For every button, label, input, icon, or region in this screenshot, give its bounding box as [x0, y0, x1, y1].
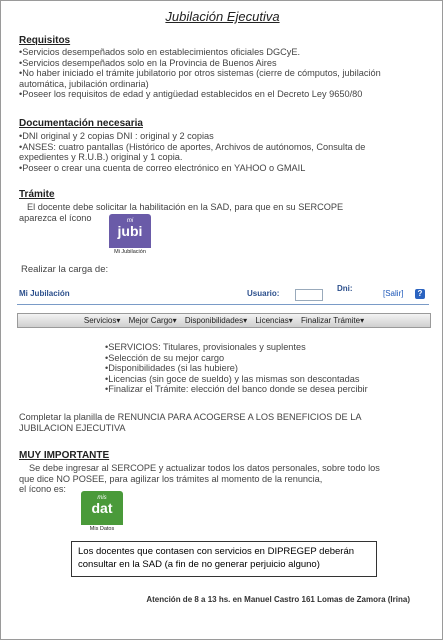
menu-disponibilidades[interactable]: Disponibilidades▾: [184, 316, 248, 325]
documentacion-heading: Documentación necesaria: [19, 118, 143, 129]
requisitos-list: [19, 47, 429, 100]
mi-jubilacion-icon-small: mi: [126, 218, 134, 224]
renuncia-line: JUBILACION EJECUTIVA: [19, 422, 126, 433]
salir-link[interactable]: [Salir]: [383, 289, 404, 298]
requisito-line: •Poseer los requisitos de edad y antigüedad establecidos en el Decreto Ley 9650/80: [19, 89, 363, 100]
portal-title: Mi Jubilación: [19, 289, 70, 298]
step-line: •Selección de su mejor cargo: [105, 352, 225, 363]
tramite-line: aparezca el ícono: [19, 212, 92, 223]
mi-jubilacion-icon-big: jubi: [117, 223, 143, 239]
step-line: •SERVICIOS: Titulares, provisionales y suplentes: [105, 342, 306, 352]
mis-datos-icon-small: mis: [97, 495, 107, 501]
documentacion-line: •Poseer o crear una cuenta de correo electrónico en YAHOO o GMAIL: [19, 162, 306, 173]
help-icon[interactable]: ?: [415, 289, 425, 299]
note-line: consultar en la SAD (a fin de no generar perjuicio alguno): [78, 559, 320, 570]
mis-datos-icon-big: dat: [91, 500, 113, 516]
menu-finalizar-tramite[interactable]: Finalizar Trámite▾: [300, 316, 365, 325]
renuncia-text: [19, 412, 429, 433]
steps-list: [105, 342, 425, 395]
user-value-field: [295, 289, 323, 301]
page-title: Jubilación Ejecutiva: [165, 9, 280, 24]
step-line: •Finalizar el Trámite: elección del banco donde se desea percibir: [105, 384, 368, 395]
tramite-heading: Trámite: [19, 189, 55, 200]
importante-heading: MUY IMPORTANTE: [19, 450, 110, 461]
dni-label: Dni:: [337, 284, 353, 293]
realizar-carga-text: Realizar la carga de:: [21, 264, 109, 275]
requisito-line: •Servicios desempeñados solo en establecimientos oficiales DGCyE.: [19, 47, 301, 57]
user-label: Usuario:: [247, 289, 280, 298]
menu-licencias[interactable]: Licencias▾: [255, 316, 293, 325]
dipregep-note-box: [71, 541, 377, 577]
tramite-line: El docente debe solicitar la habilitación en la SAD, para que en su SERCOPE: [27, 202, 344, 212]
documentacion-line: expedientes y R.U.B.) original y 1 copia.: [19, 152, 183, 163]
requisito-line: automática, jubilación ordinaria): [19, 78, 149, 89]
step-line: •Disponibilidades (si las hubiere): [105, 363, 238, 374]
footer-attention-hours: Atención de 8 a 13 hs. en Manuel Castro 161 Lomas de Zamora (Irina): [146, 595, 410, 604]
note-line: Los docentes que contasen con servicios en DIPREGEP deberán: [78, 546, 355, 557]
importante-line: que dice NO POSEE, para agilizar los trámites al momento de la renuncia,: [19, 473, 323, 484]
portal-menu-bar: [17, 313, 431, 328]
portal-header-bar: [17, 286, 429, 305]
documentacion-list: [19, 131, 429, 173]
requisito-line: •Servicios desempeñados solo en la Provincia de Buenos Aires: [19, 57, 277, 68]
requisitos-heading: Requisitos: [19, 35, 71, 46]
importante-line: Se debe ingresar al SERCOPE y actualizar todos los datos personales, sobre todo los: [29, 463, 380, 473]
step-line: •Licencias (sin goce de sueldo) y las mismas son descontadas: [105, 373, 360, 384]
menu-mejor-cargo[interactable]: Mejor Cargo▾: [128, 316, 177, 325]
mi-jubilacion-icon-caption: Mi Jubilación: [109, 248, 151, 256]
documentacion-line: •DNI original y 2 copias DNI : original y 2 copias: [19, 131, 214, 141]
menu-servicios[interactable]: Servicios▾: [83, 316, 121, 325]
tramite-text: [19, 202, 429, 223]
requisito-line: •No haber iniciado el trámite jubilatorio por otros sistemas (cierre de cómputos, jubilación: [19, 68, 381, 79]
documentacion-line: •ANSES: cuatro pantallas (Histórico de aportes, Archivos de autónomos, Consulta de: [19, 141, 366, 152]
mis-datos-icon-caption: Mis Datos: [81, 525, 123, 533]
renuncia-line: Completar la planilla de RENUNCIA PARA ACOGERSE A LOS BENEFICIOS DE LA: [19, 412, 362, 422]
importante-line: el ícono es:: [19, 484, 66, 495]
mis-datos-icon: [81, 491, 123, 533]
mi-jubilacion-icon: [109, 214, 151, 256]
importante-text: [19, 463, 429, 495]
